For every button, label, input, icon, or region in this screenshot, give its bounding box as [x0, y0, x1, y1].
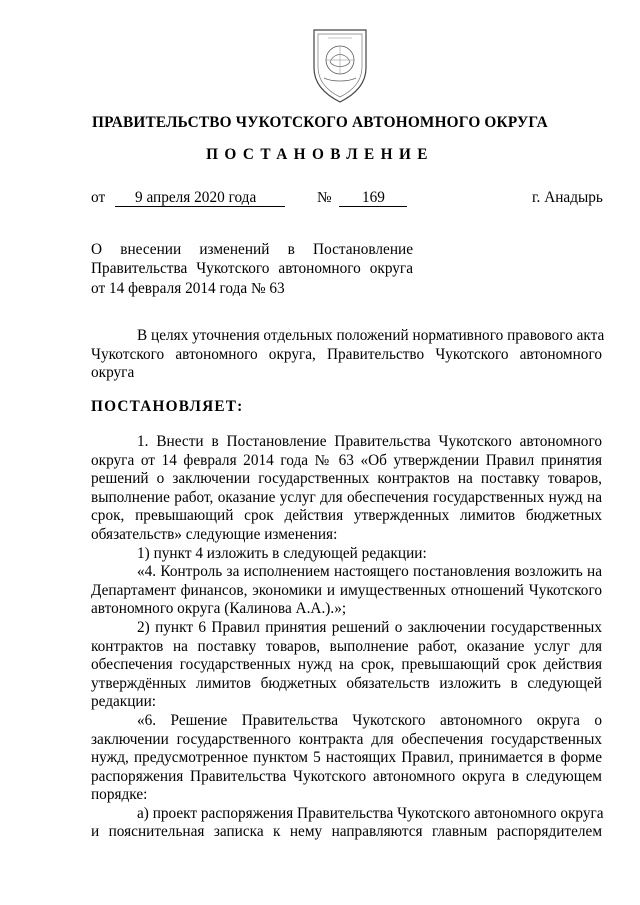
organization-title: ПРАВИТЕЛЬСТВО ЧУКОТСКОГО АВТОНОМНОГО ОКРУГА: [92, 114, 548, 131]
subject-line: от 14 февраля 2014 года № 63: [91, 279, 285, 297]
text-line: автономного округа (Калинова А.А.).»;: [91, 600, 347, 618]
preamble: [91, 327, 605, 383]
number-value: 169: [339, 190, 407, 207]
coat-of-arms-icon: [306, 22, 374, 104]
text-line: Департамент финансов, экономики и имущественных отношений Чукотского: [91, 581, 602, 599]
text-line: Чукотского автономного округа, Правительство Чукотского автономного: [91, 345, 602, 363]
subject-line: О внесении изменений в Постановление: [91, 241, 413, 258]
text-line: 1. Внести в Постановление Правительства Чукотского автономного: [137, 433, 602, 450]
text-line: решений о заключении государственных контрактов на поставку товаров,: [91, 470, 602, 488]
text-line: редакции:: [91, 693, 157, 711]
text-line: контрактов на поставку товаров, выполнение работ, оказание услуг для: [91, 637, 602, 655]
place: г. Анадырь: [532, 189, 603, 206]
text-line: округа: [91, 364, 135, 382]
document-body: [91, 433, 602, 842]
text-line: выполнение работ, оказание услуг для обеспечения государственных нужд на: [91, 488, 602, 506]
text-line: обязательств» следующие изменения:: [91, 525, 338, 543]
text-line: «6. Решение Правительства Чукотского автономного округа о: [137, 711, 602, 729]
text-line: 2) пункт 6 Правил принятия решений о заключении государственных: [137, 618, 602, 636]
text-line: утверждённых лимитов бюджетных обязательств изложить в следующей: [91, 674, 602, 692]
text-line: 1) пункт 4 изложить в следующей редакции:: [137, 544, 427, 562]
decree-heading: ПОСТАНОВЛЯЕТ:: [91, 398, 244, 415]
text-line: а) проект распоряжения Правительства Чукотского автономного округа: [137, 804, 604, 822]
number-field: № 169: [317, 189, 407, 207]
text-line: В целях уточнения отдельных положений нормативного правового акта: [137, 327, 605, 344]
text-line: срок, превышающий срок действия утвержденных лимитов бюджетных: [91, 507, 602, 525]
text-line: заключении государственного контракта для обеспечения государственных: [91, 730, 602, 748]
date-field: от 9 апреля 2020 года: [91, 189, 285, 207]
subject-line: Правительства Чукотского автономного округа: [91, 260, 413, 278]
text-line: нужд, предусмотренное пунктом 5 настоящих Правил, принимается в форме: [91, 749, 602, 767]
document-subject: [91, 240, 413, 298]
text-line: округа от 14 февраля 2014 года № 63 «Об утверждении Правил принятия: [91, 451, 602, 469]
text-line: «4. Контроль за исполнением настоящего постановления возложить на: [137, 563, 602, 581]
document-type: ПОСТАНОВЛЕНИЕ: [206, 146, 434, 163]
text-line: порядке:: [91, 786, 148, 804]
text-line: обеспечения государственных нужд на срок, превышающий срок действия: [91, 656, 602, 674]
text-line: распоряжения Правительства Чукотского автономного округа в следующем: [91, 767, 602, 785]
text-line: и пояснительная записка к нему направляются главным распорядителем: [91, 823, 602, 841]
date-value: 9 апреля 2020 года: [115, 190, 285, 207]
